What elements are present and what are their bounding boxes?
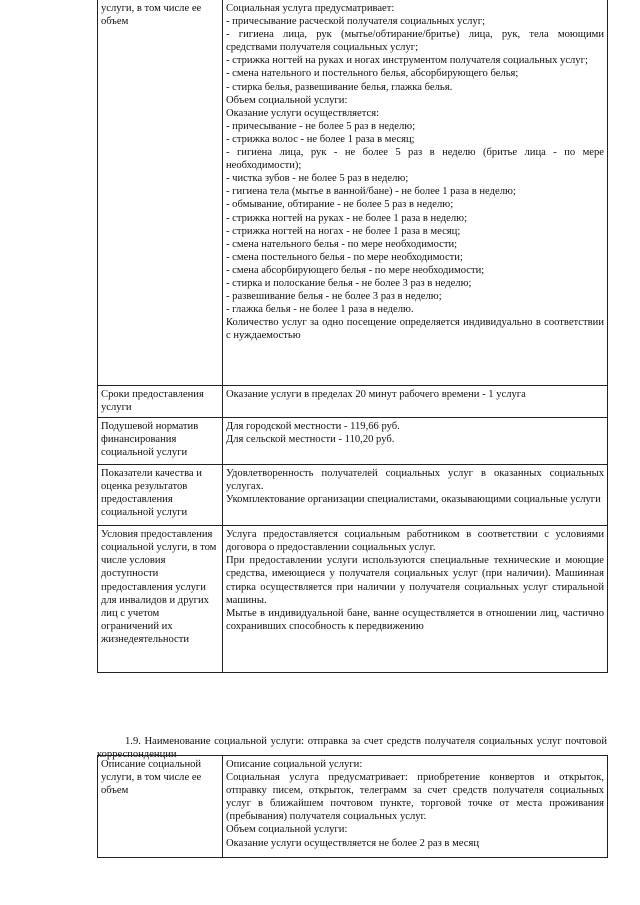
row-label: Условия предоставления социальной услуги, в том числе условия доступности предоставления услуги для инвалидов и других лиц с учетом ограничений их жизнедеятельности bbox=[98, 526, 223, 673]
text-line: - причесывание расческой получателя социальных услуг; bbox=[226, 16, 486, 28]
text-line: - гигиена тела (мытье в ванной/бане) - не более 1 раза в неделю; bbox=[226, 186, 516, 198]
text-line: Оказание услуги осуществляется не более 2 раз в месяц bbox=[226, 837, 479, 849]
text-line: Для сельской местности - 110,20 руб. bbox=[226, 434, 395, 446]
text-line: Объем социальной услуги: bbox=[226, 824, 348, 836]
row-value bbox=[223, 418, 608, 465]
text-line: - стрижка ногтей на руках и ногах инструментом получателя социальных услуг; bbox=[226, 55, 588, 67]
text-line: - стрижка ногтей на ногах - не более 1 раза в месяц; bbox=[226, 225, 461, 237]
text-line: - стрижка волос - не более 1 раза в месяц; bbox=[226, 133, 415, 145]
table-row bbox=[98, 465, 608, 526]
text-line: Социальная услуга предусматривает: приобретение конвертов и открыток, отправку писем, открыток, телеграмм за счет средств получателя социальных услуг в ближайшем почтовом пункте, торговой точке от места проживания (пребывания) получателя социальных услуг. bbox=[226, 772, 604, 823]
table-row bbox=[98, 526, 608, 673]
table-row bbox=[98, 386, 608, 418]
text-line: Услуга предоставляется социальным работником в соответствии с условиями договора о предоставлении социальных услуг. bbox=[226, 529, 604, 554]
text-line: Оказание услуги осуществляется: bbox=[226, 107, 380, 119]
row-label: Сроки предоставления услуги bbox=[98, 386, 223, 418]
text-line: - причесывание - не более 5 раз в неделю; bbox=[226, 120, 416, 132]
services-table bbox=[97, 0, 608, 673]
table-row bbox=[98, 0, 608, 386]
row-value bbox=[223, 0, 608, 386]
text-line: Укомплектование организации специалистами, оказывающими социальные услуги bbox=[226, 494, 601, 506]
section-heading: 1.9. Наименование социальной услуги: отправка за счет средств получателя социальных услуг почтовой корреспонденции bbox=[97, 736, 607, 760]
row-label: Описание социальной услуги, в том числе ее объем bbox=[98, 756, 223, 858]
text-line: При предоставлении услуги используются специальные технические и моющие средства, имеющиеся у получателя социальных услуг (при наличии). Машинная стирка осуществляется при наличии у получателя социальных услуг стиральной машины. bbox=[226, 555, 604, 606]
row-label: Показатели качества и оценка результатов предоставления социальной услуги bbox=[98, 465, 223, 526]
row-value bbox=[223, 526, 608, 673]
table-row bbox=[98, 418, 608, 465]
text-line: - смена абсорбирующего белья - по мере необходимости; bbox=[226, 264, 485, 276]
text-line: - стирка и полоскание белья - не более 3 раз в неделю; bbox=[226, 277, 472, 289]
text-line: - глажка белья - не более 1 раза в неделю. bbox=[226, 304, 414, 316]
text-line: - стрижка ногтей на руках - не более 1 раза в неделю; bbox=[226, 212, 468, 224]
text-line: Объем социальной услуги: bbox=[226, 94, 348, 106]
row-value bbox=[223, 465, 608, 526]
table-row bbox=[98, 756, 608, 858]
text-line: - развешивание белья - не более 3 раз в неделю; bbox=[226, 291, 442, 303]
text-line: Количество услуг за одно посещение определяется индивидуально в соответствии с нуждаемостью bbox=[226, 317, 604, 342]
text-line: - смена постельного белья - по мере необходимости; bbox=[226, 251, 463, 263]
text-line: Оказание услуги в пределах 20 минут рабочего времени - 1 услуга bbox=[226, 389, 526, 400]
text-line: Мытье в индивидуальной бане, ванне осуществляется в отношении лиц, частично сохранивших способность к передвижению bbox=[226, 607, 604, 632]
text-line: Социальная услуга предусматривает: bbox=[226, 3, 395, 14]
text-line: Удовлетворенность получателей социальных услуг в оказанных социальных услугах. bbox=[226, 468, 604, 493]
row-value bbox=[223, 756, 608, 858]
text-line: - чистка зубов - не более 5 раз в неделю; bbox=[226, 173, 409, 185]
text-line: Для городской местности - 119,66 руб. bbox=[226, 421, 400, 433]
text-line: - гигиена лица, рук (мытье/обтирание/бритье) лица, рук, тела моющими средствами получателя социальных услуг; bbox=[226, 29, 604, 54]
text-line: - смена нательного белья - по мере необходимости; bbox=[226, 238, 458, 250]
row-label: Подушевой норматив финансирования социальной услуги bbox=[98, 418, 223, 465]
text-line: - стирка белья, развешивание белья, глажка белья. bbox=[226, 81, 453, 93]
row-value bbox=[223, 386, 608, 418]
mail-service-table bbox=[97, 755, 608, 858]
text-line: - гигиена лица, рук - не более 5 раз в неделю (бритье лица - по мере необходимости); bbox=[226, 147, 604, 172]
text-line: - смена нательного и постельного белья, абсорбирующего белья; bbox=[226, 68, 519, 80]
text-line: Описание социальной услуги: bbox=[226, 759, 363, 770]
row-label: услуги, в том числе ее объем bbox=[98, 0, 223, 386]
text-line: - обмывание, обтирание - не более 5 раз в неделю; bbox=[226, 199, 454, 211]
